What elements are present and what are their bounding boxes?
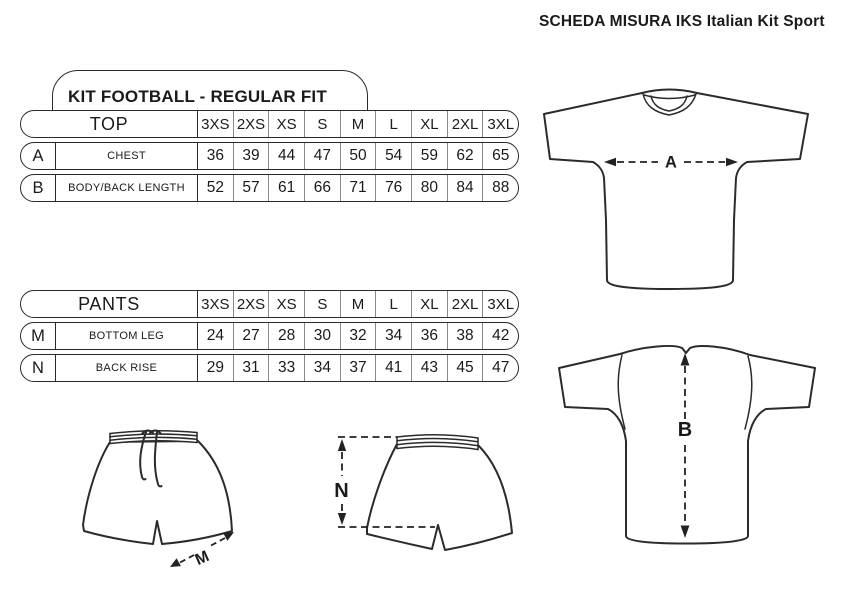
row-value: 31 <box>233 355 269 381</box>
row-value: 54 <box>375 143 411 169</box>
measure-label-n: N <box>334 480 349 502</box>
row-value: 59 <box>411 143 447 169</box>
row-label: BACK RISE <box>55 355 197 381</box>
size-header: 3XL <box>482 111 518 137</box>
size-header: S <box>304 111 340 137</box>
row-key: B <box>32 178 44 197</box>
size-header: XS <box>268 111 304 137</box>
row-value: 36 <box>411 323 447 349</box>
size-header: 2XS <box>233 291 269 317</box>
measure-label-m: M <box>192 547 212 569</box>
size-header: 3XL <box>482 291 518 317</box>
shorts-front-outline <box>83 441 232 544</box>
top-table-header-row <box>20 110 519 138</box>
row-value: 38 <box>447 323 483 349</box>
size-header: XL <box>411 291 447 317</box>
row-value: 34 <box>375 323 411 349</box>
row-value: 33 <box>268 355 304 381</box>
document-title: SCHEDA MISURA IKS Italian Kit Sport <box>539 13 825 30</box>
size-header: XS <box>268 291 304 317</box>
row-label: BOTTOM LEG <box>55 323 197 349</box>
pants-table-header-row <box>20 290 519 318</box>
shirt-back-diagram <box>532 333 842 563</box>
shirt-front-outline <box>544 90 808 290</box>
row-label: BODY/BACK LENGTH <box>55 175 197 201</box>
row-value: 29 <box>197 355 233 381</box>
row-value: 36 <box>197 143 233 169</box>
size-header: M <box>340 111 376 137</box>
size-header: L <box>375 111 411 137</box>
table-row-bottom-leg <box>20 322 519 350</box>
pants-table-title: PANTS <box>78 293 140 314</box>
table-row-chest <box>20 142 519 170</box>
size-header: 3XS <box>197 291 233 317</box>
row-value: 47 <box>304 143 340 169</box>
row-value: 44 <box>268 143 304 169</box>
shorts-back-diagram <box>328 420 538 585</box>
row-value: 47 <box>482 355 518 381</box>
shirt-back-outline <box>559 346 815 544</box>
shirt-front-diagram <box>532 78 842 318</box>
size-header: M <box>340 291 376 317</box>
row-value: 57 <box>233 175 269 201</box>
row-value: 34 <box>304 355 340 381</box>
row-value: 62 <box>447 143 483 169</box>
row-value: 45 <box>447 355 483 381</box>
row-value: 37 <box>340 355 376 381</box>
row-label: CHEST <box>55 143 197 169</box>
row-value: 80 <box>411 175 447 201</box>
measure-label-b: B <box>677 419 693 441</box>
row-value: 27 <box>233 323 269 349</box>
size-header: 3XS <box>197 111 233 137</box>
row-key: A <box>32 146 44 165</box>
row-value: 52 <box>197 175 233 201</box>
shorts-back-outline <box>367 444 512 550</box>
size-header: 2XS <box>233 111 269 137</box>
size-header: S <box>304 291 340 317</box>
row-value: 66 <box>304 175 340 201</box>
kit-tab-label: KIT FOOTBALL - REGULAR FIT <box>68 87 327 106</box>
row-value: 42 <box>482 323 518 349</box>
top-table-title: TOP <box>89 113 129 134</box>
row-value: 32 <box>340 323 376 349</box>
shorts-front-diagram <box>58 417 288 582</box>
table-row-body-back-length <box>20 174 519 202</box>
row-value: 50 <box>340 143 376 169</box>
row-value: 43 <box>411 355 447 381</box>
table-row-back-rise <box>20 354 519 382</box>
row-value: 41 <box>375 355 411 381</box>
row-key: M <box>31 326 45 345</box>
row-key: N <box>32 358 44 377</box>
size-header: 2XL <box>447 291 483 317</box>
row-value: 76 <box>375 175 411 201</box>
row-value: 30 <box>304 323 340 349</box>
size-header: XL <box>411 111 447 137</box>
row-value: 84 <box>447 175 483 201</box>
row-value: 65 <box>482 143 518 169</box>
size-header: L <box>375 291 411 317</box>
row-value: 88 <box>482 175 518 201</box>
size-header: 2XL <box>447 111 483 137</box>
row-value: 39 <box>233 143 269 169</box>
row-value: 24 <box>197 323 233 349</box>
row-value: 61 <box>268 175 304 201</box>
row-value: 71 <box>340 175 376 201</box>
row-value: 28 <box>268 323 304 349</box>
measure-label-a: A <box>665 153 677 172</box>
